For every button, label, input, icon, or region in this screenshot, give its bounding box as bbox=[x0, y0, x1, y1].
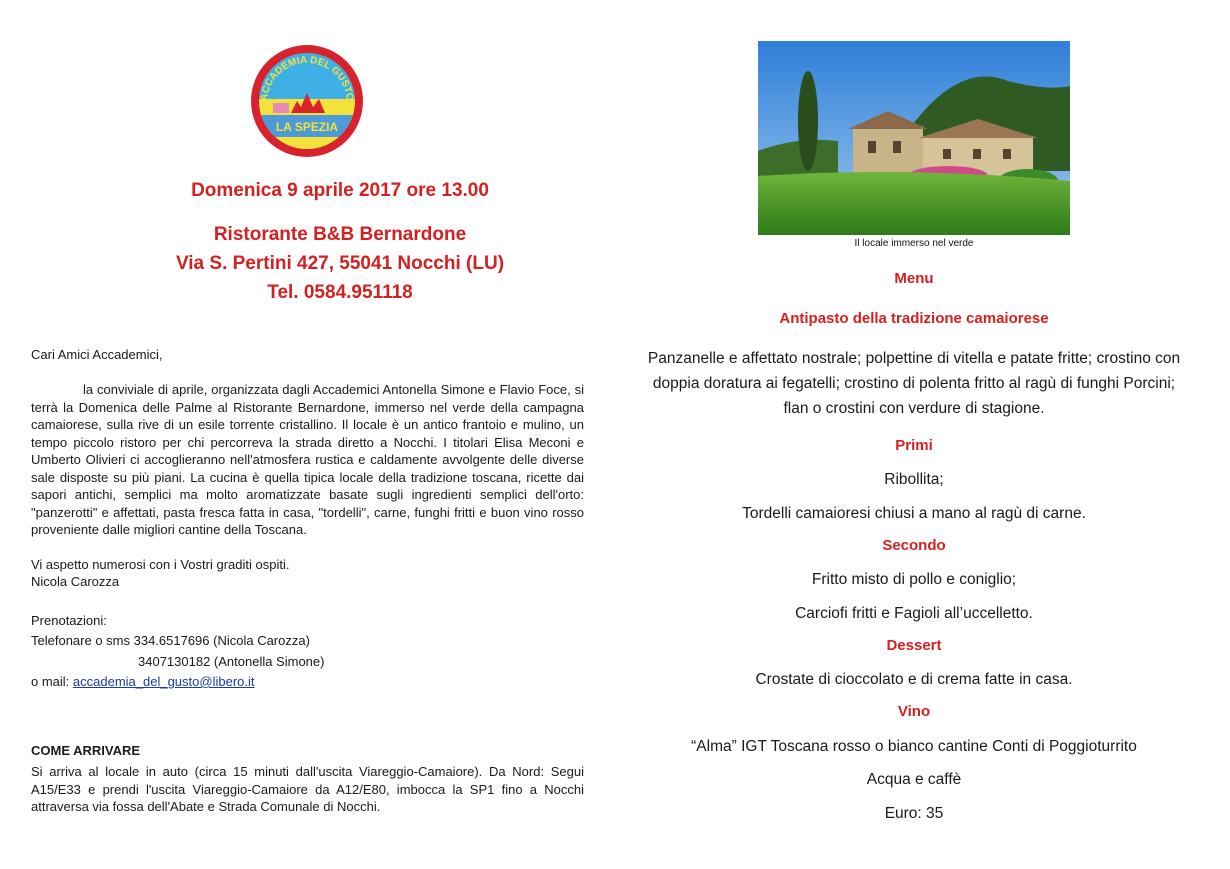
menu-secondo-1: Fritto misto di pollo e coniglio; bbox=[811, 571, 1017, 588]
menu-primi-title: Primi bbox=[895, 437, 933, 454]
booking-phone-2: 3407130182 (Antonella Simone) bbox=[138, 654, 325, 669]
restaurant-address: Via S. Pertini 427, 55041 Nocchi (LU) bbox=[175, 253, 505, 274]
menu-price: Euro: 35 bbox=[884, 805, 944, 822]
letter-greeting: Cari Amici Accademici, bbox=[31, 347, 163, 362]
landscape-photo-icon bbox=[758, 41, 1070, 235]
directions-title: COME ARRIVARE bbox=[31, 743, 141, 758]
menu-dessert-1: Crostate di cioccolato e di crema fatte in casa. bbox=[755, 671, 1073, 688]
booking-title: Prenotazioni: bbox=[31, 613, 107, 628]
accademia-logo-icon bbox=[245, 41, 370, 159]
menu-secondo-title: Secondo bbox=[882, 537, 946, 554]
menu-primi-1: Ribollita; bbox=[884, 471, 944, 488]
menu-antipasto-title: Antipasto della tradizione camaiorese bbox=[779, 310, 1049, 327]
booking-phone-1: Telefonare o sms 334.6517696 (Nicola Carozza) bbox=[31, 633, 310, 648]
menu-dessert-title: Dessert bbox=[886, 637, 942, 654]
logo bbox=[245, 41, 370, 159]
menu-vino-title: Vino bbox=[897, 703, 931, 720]
letter-paragraph: la conviviale di aprile, organizzata dagli Accademici Antonella Simone e Flavio Foce, si terrà la Domenica delle Palme al Ristorante Bernardone, immerso nel verde della campagna camaiorese, sulla rive di un esile torrente cristallino. Il locale è un antico frantoio e mulino, un tempo piccolo ristoro per chi percorreva la strada diretto a Nocchi. I titolari Elisa Meconi e Umberto Olivieri ci accoglieranno nell'atmosfera rustica e caldamente avvolgente delle diverse sale disposte su più piani. La cucina è quella tipica locale della tradizione toscana, ricette dai sapori antichi, semplici ma molto aromatizzate basate sugli ingredienti semplici dell'orto: "panzerotti" e affettati, pasta fresca fatta in casa, "tordelli", carne, funghi fritti e buon vino rosso proveniente dalle migliori cantine della Toscana. bbox=[31, 382, 584, 537]
menu-vino-2: Acqua e caffè bbox=[866, 771, 962, 788]
restaurant-phone: Tel. 0584.951118 bbox=[267, 282, 413, 303]
menu-title: Menu bbox=[894, 270, 934, 287]
menu-antipasto-text: Panzanelle e affettato nostrale; polpettine di vitella e patate fritte; crostino con doppia doratura ai fegatelli; crostino di polenta fritto al ragù di funghi Porcini; flan o crostini con verdure di stagione. bbox=[647, 350, 1181, 417]
restaurant-photo bbox=[758, 41, 1070, 235]
booking-mail-link[interactable]: accademia_del_gusto@libero.it bbox=[72, 674, 255, 689]
booking-mail-label: o mail: bbox=[31, 674, 73, 689]
photo-caption: Il locale immerso nel verde bbox=[854, 238, 974, 249]
restaurant-name: Ristorante B&B Bernardone bbox=[213, 224, 467, 245]
directions-text: Si arriva al locale in auto (circa 15 minuti dall'uscita Viareggio-Camaiore). Da Nord: Segui A15/E33 e prendi l'uscita Viareggio-Camaiore da A12/E80, imbocca la SP1 fino a Nocchi attraversa via fossa dell'Abate e Strada Comunale di Nocchi. bbox=[31, 764, 584, 814]
logo-arc-text: ACCADEMIA DEL GUSTO bbox=[258, 54, 356, 102]
logo-banner-text: LA SPEZIA bbox=[275, 120, 339, 134]
booking-mail-row bbox=[31, 673, 255, 691]
menu-vino-1: “Alma” IGT Toscana rosso o bianco cantine Conti di Poggioturrito bbox=[691, 738, 1137, 755]
letter-signature: Nicola Carozza bbox=[31, 574, 120, 589]
event-date: Domenica 9 aprile 2017 ore 13.00 bbox=[191, 180, 489, 201]
menu-secondo-2: Carciofi fritti e Fagioli all’uccelletto. bbox=[795, 605, 1033, 622]
letter-closing: Vi aspetto numerosi con i Vostri graditi ospiti. bbox=[31, 557, 290, 572]
menu-primi-2: Tordelli camaioresi chiusi a mano al ragù di carne. bbox=[742, 505, 1086, 522]
